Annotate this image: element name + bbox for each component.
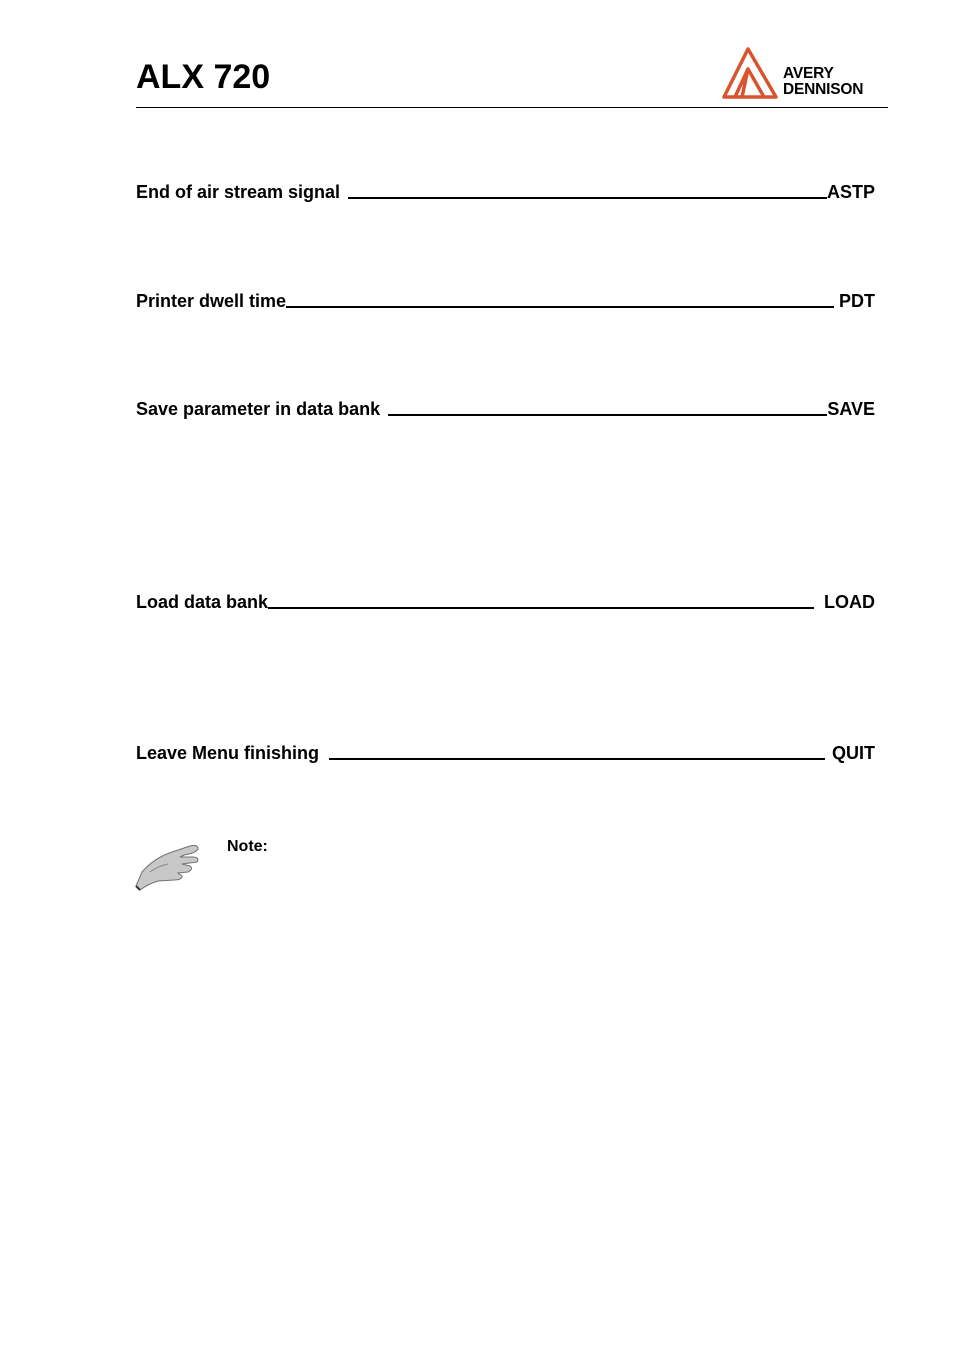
logo-mark bbox=[724, 49, 776, 97]
parameter-label: Save parameter in data bank bbox=[136, 399, 381, 419]
parameter-code: ASTP bbox=[826, 182, 875, 202]
header-divider bbox=[136, 107, 888, 108]
dotted-leader bbox=[268, 607, 814, 609]
logo-line-avery: AVERY bbox=[783, 65, 834, 82]
parameter-label: Printer dwell time bbox=[136, 291, 287, 311]
logo-wordmark bbox=[783, 66, 863, 98]
pointing-hand-icon bbox=[134, 836, 214, 892]
parameter-row-load bbox=[136, 590, 875, 612]
parameter-code: LOAD bbox=[824, 592, 875, 612]
parameter-code: SAVE bbox=[827, 399, 875, 419]
logo-line-dennison: DENNISON bbox=[783, 81, 864, 98]
dotted-leader bbox=[348, 197, 827, 199]
parameter-label: Load data bank bbox=[136, 592, 269, 612]
page-title: ALX 720 bbox=[136, 58, 271, 96]
parameter-row-pdt bbox=[136, 289, 875, 311]
dotted-leader bbox=[388, 414, 827, 416]
note-label: Note: bbox=[227, 838, 268, 855]
parameter-label: Leave Menu finishing bbox=[136, 743, 320, 763]
parameter-row-astp bbox=[136, 180, 875, 202]
dotted-leader bbox=[286, 306, 834, 308]
parameter-code: PDT bbox=[839, 291, 875, 311]
parameter-row-quit bbox=[136, 741, 875, 763]
parameter-label: End of air stream signal bbox=[136, 182, 341, 202]
parameter-code: QUIT bbox=[832, 743, 875, 763]
parameter-row-save bbox=[136, 397, 875, 419]
dotted-leader bbox=[329, 758, 825, 760]
